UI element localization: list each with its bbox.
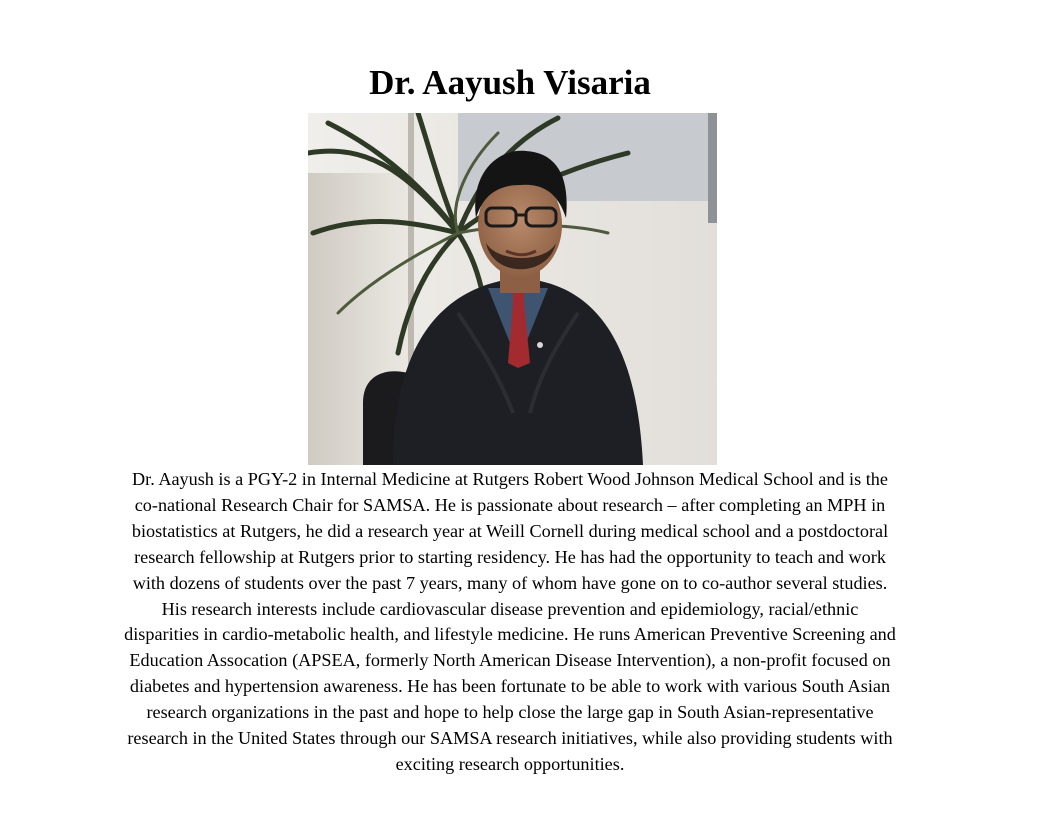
- bio-line: biostatistics at Rutgers, he did a research year at Weill Cornell during medical school and a postdoctoral: [131, 520, 889, 541]
- bio-line: disparities in cardio-metabolic health, and lifestyle medicine. He runs American Preventive Screening and: [124, 624, 896, 645]
- page-title: Dr. Aayush Visaria: [369, 63, 651, 102]
- bio-line: research organizations in the past and hope to help close the large gap in South Asian-representative: [146, 702, 874, 723]
- bio-line: research in the United States through our SAMSA research initiatives, while also providing students with: [127, 728, 893, 749]
- bio-line: exciting research opportunities.: [395, 753, 625, 774]
- bio-line: research fellowship at Rutgers prior to starting residency. He has had the opportunity to teach and work: [134, 546, 886, 567]
- bio-line: with dozens of students over the past 7 years, many of whom have gone on to co-author several studies.: [132, 572, 888, 593]
- bio-line: Dr. Aayush is a PGY-2 in Internal Medicine at Rutgers Robert Wood Johnson Medical School and is the: [132, 469, 888, 489]
- bio-line: diabetes and hypertension awareness. He has been fortunate to be able to work with various South Asian: [129, 676, 891, 697]
- profile-photo: [308, 113, 717, 465]
- person-portrait-photo-icon: [308, 113, 717, 465]
- bio-text: [85, 467, 935, 778]
- bio-line: His research interests include cardiovascular disease prevention and epidemiology, racial/ethnic: [161, 598, 859, 619]
- bio-line: co-national Research Chair for SAMSA. He is passionate about research – after completing an MPH in: [134, 494, 886, 515]
- bio-line: Education Assocation (APSEA, formerly North American Disease Intervention), a non-profit focused on: [129, 650, 891, 671]
